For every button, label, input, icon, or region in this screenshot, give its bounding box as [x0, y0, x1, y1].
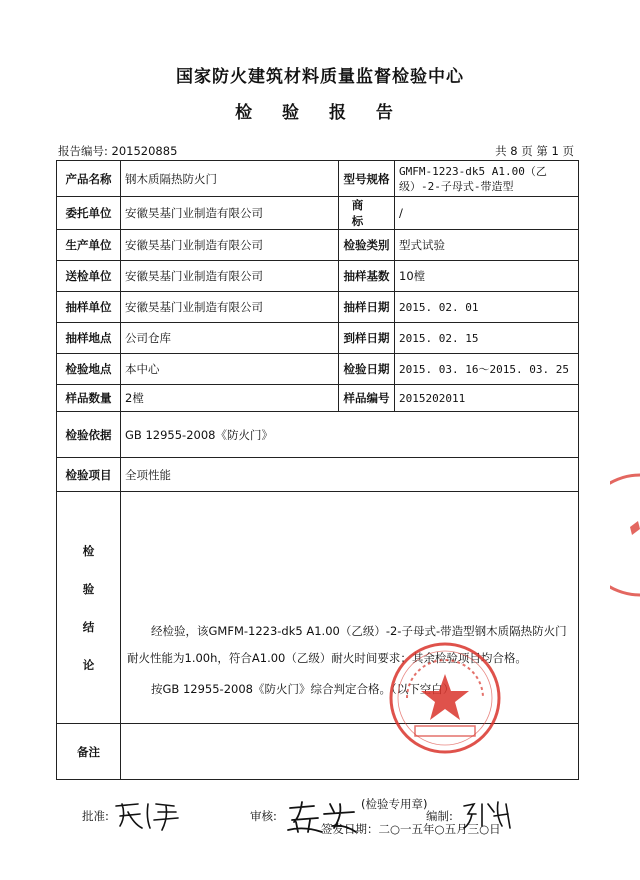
sender-value: 安徽昊基门业制造有限公司: [121, 261, 339, 292]
conclusion-char: 结: [82, 619, 95, 634]
manufacturer-value: 安徽昊基门业制造有限公司: [121, 230, 339, 261]
stamp-note: (检验专用章): [361, 796, 428, 811]
sample-no-label: 样品编号: [339, 385, 395, 412]
sampler-label: 抽样单位: [57, 292, 121, 323]
sample-base-value: 10樘: [395, 261, 579, 292]
review-label: 审核:: [250, 809, 277, 823]
client-label: 委托单位: [57, 197, 121, 230]
prepare-label: 编制:: [426, 809, 453, 823]
test-place-label: 检验地点: [57, 354, 121, 385]
page-info: 共 8 页 第 1 页: [495, 144, 574, 158]
sample-qty-label: 样品数量: [57, 385, 121, 412]
brand-value: /: [395, 197, 579, 230]
table-row: [57, 354, 579, 385]
items-value: 全项性能: [121, 458, 579, 492]
seam-seal-stamp: [610, 465, 640, 605]
inspection-stamp: [385, 638, 505, 758]
remarks-label: 备注: [57, 724, 121, 780]
manufacturer-label: 生产单位: [57, 230, 121, 261]
test-type-label: 检验类别: [339, 230, 395, 261]
brand-label: 商标: [339, 197, 395, 230]
client-value: 安徽昊基门业制造有限公司: [121, 197, 339, 230]
report-number-label: 报告编号:: [58, 144, 108, 158]
conclusion-paragraph: 经检验，该GMFM-1223-dk5 A1.00（乙级）-2-子母式-带造型钢木质隔热防火门耐火性能为1.00h，符合A1.00（乙级）耐火时间要求；其余检验项目均合格。: [127, 623, 567, 665]
remarks-value: [121, 724, 579, 780]
conclusion-summary: 按GB 12955-2008《防火门》综合判定合格。（以下空白）: [151, 681, 455, 696]
review-signature: [284, 798, 364, 838]
sign-date-label: 签发日期：: [321, 821, 379, 836]
approve-signature: [112, 798, 192, 832]
signature-row: [0, 798, 640, 838]
sampling-place-value: 公司仓库: [121, 323, 339, 354]
report-number-value: 201520885: [111, 144, 178, 158]
sampling-place-label: 抽样地点: [57, 323, 121, 354]
test-date-value: 2015. 03. 16～2015. 03. 25: [395, 354, 579, 385]
sign-date-value: 二○一五年○五月三○日: [378, 821, 501, 836]
org-title: 国家防火建筑材料质量监督检验中心: [176, 67, 464, 87]
product-value: 钢木质隔热防火门: [121, 161, 339, 197]
sample-no-value: 2015202011: [395, 385, 579, 412]
arrival-date-value: 2015. 02. 15: [395, 323, 579, 354]
table-row: [57, 197, 579, 230]
sender-label: 送检单位: [57, 261, 121, 292]
conclusion-label: [57, 492, 121, 724]
table-row: [57, 161, 579, 197]
table-row: [57, 261, 579, 292]
sample-qty-value: 2樘: [121, 385, 339, 412]
approve-label: 批准:: [82, 809, 109, 823]
conclusion-char: 论: [82, 657, 95, 672]
product-label: 产品名称: [57, 161, 121, 197]
items-label: 检验项目: [57, 458, 121, 492]
basis-value: GB 12955-2008《防火门》: [121, 412, 579, 458]
conclusion-char: 检: [82, 543, 95, 558]
table-row: [57, 292, 579, 323]
test-place-value: 本中心: [121, 354, 339, 385]
sampling-date-value: 2015. 02. 01: [395, 292, 579, 323]
sampling-date-label: 抽样日期: [339, 292, 395, 323]
report-number: [58, 143, 177, 159]
table-row: [57, 230, 579, 261]
conclusion-char: 验: [82, 581, 95, 596]
table-row: [57, 458, 579, 492]
basis-label: 检验依据: [57, 412, 121, 458]
report-title: 检 验 报 告: [235, 103, 405, 123]
model-value: GMFM-1223-dk5 A1.00（乙级）-2-子母式-带造型: [395, 161, 579, 197]
model-label: 型号规格: [339, 161, 395, 197]
arrival-date-label: 到样日期: [339, 323, 395, 354]
test-type-value: 型式试验: [395, 230, 579, 261]
test-date-label: 检验日期: [339, 354, 395, 385]
prepare-signature: [458, 798, 518, 832]
sampler-value: 安徽昊基门业制造有限公司: [121, 292, 339, 323]
table-row: [57, 323, 579, 354]
table-row: [57, 412, 579, 458]
sample-base-label: 抽样基数: [339, 261, 395, 292]
table-row: [57, 385, 579, 412]
